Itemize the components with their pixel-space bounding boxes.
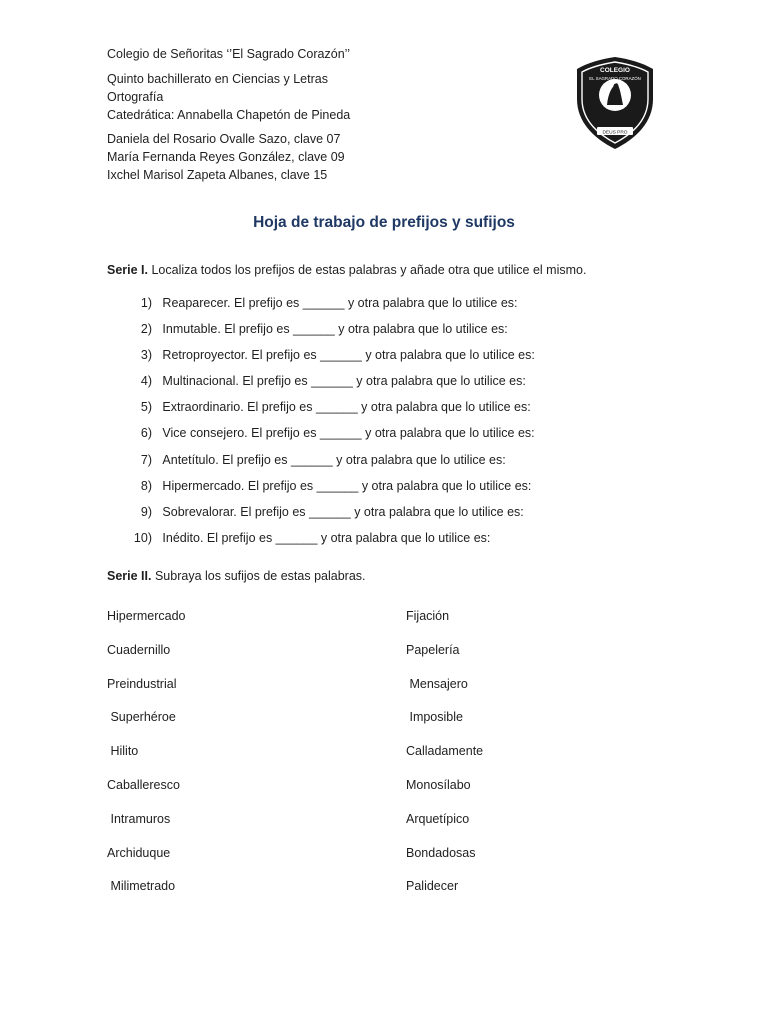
teacher-name: Catedrática: Annabella Chapetón de Pineda xyxy=(107,108,351,122)
word-item: Papelería xyxy=(406,642,460,657)
word-item: Hilito xyxy=(107,744,139,759)
serie2-instruction-text: Subraya los sufijos de estas palabras. xyxy=(151,569,366,583)
header-course-block xyxy=(107,70,350,124)
student-name: Daniela del Rosario Ovalle Sazo, clave 07 xyxy=(107,132,341,146)
subject-name: Ortografía xyxy=(107,90,164,104)
word-item: Arquetípico xyxy=(406,811,470,826)
list-item: 1) Reaparecer. El prefijo es ______ y otra palabra que lo utilice es: xyxy=(140,296,518,310)
list-item: 4) Multinacional. El prefijo es ______ y otra palabra que lo utilice es: xyxy=(140,374,526,389)
list-item: 10) Inédito. El prefijo es ______ y otra palabra que lo utilice es: xyxy=(133,530,491,545)
school-crest-logo xyxy=(573,55,657,151)
serie1-list xyxy=(107,294,535,555)
word-item: Fijación xyxy=(406,609,450,623)
serie2-instruction xyxy=(107,569,366,583)
course-name: Quinto bachillerato en Ciencias y Letras xyxy=(107,72,328,86)
student-name: Ixchel Marisol Zapeta Albanes, clave 15 xyxy=(107,168,328,182)
svg-text:EL SAGRADO CORAZÓN: EL SAGRADO CORAZÓN xyxy=(589,76,641,81)
word-item: Hipermercado xyxy=(107,609,186,623)
word-item: Palidecer xyxy=(406,879,459,894)
list-item: 9) Sobrevalorar. El prefijo es ______ y otra palabra que lo utilice es: xyxy=(140,504,524,519)
school-name: Colegio de Señoritas ‘’El Sagrado Corazón’’ xyxy=(107,47,350,61)
list-item: 8) Hipermercado. El prefijo es ______ y otra palabra que lo utilice es: xyxy=(140,478,532,493)
word-item: Milimetrado xyxy=(107,879,176,894)
list-item: 5) Extraordinario. El prefijo es ______ y otra palabra que lo utilice es: xyxy=(140,400,531,415)
word-item: Intramuros xyxy=(107,811,171,826)
serie2-right-column xyxy=(406,607,483,911)
header-students-block xyxy=(107,130,345,184)
list-item: 2) Inmutable. El prefijo es ______ y otra palabra que lo utilice es: xyxy=(140,322,508,337)
serie2-left-column xyxy=(107,607,186,911)
svg-text:COLEGIO: COLEGIO xyxy=(600,67,630,74)
header-school-block xyxy=(107,45,350,63)
worksheet-title: Hoja de trabajo de prefijos y sufijos xyxy=(253,214,515,231)
word-item: Mensajero xyxy=(406,676,468,691)
svg-text:DEUS PRO: DEUS PRO xyxy=(602,130,628,136)
word-item: Cuadernillo xyxy=(107,642,171,657)
word-item: Calladamente xyxy=(406,744,484,759)
word-item: Monosílabo xyxy=(406,777,471,792)
serie1-label: Serie I. xyxy=(107,263,148,277)
word-item: Caballeresco xyxy=(107,777,180,792)
list-item: 3) Retroproyector. El prefijo es ______ y otra palabra que lo utilice es: xyxy=(140,348,535,363)
word-item: Imposible xyxy=(406,710,463,725)
word-item: Archiduque xyxy=(107,845,171,860)
word-item: Bondadosas xyxy=(406,845,476,860)
serie2-label: Serie II. xyxy=(107,569,152,583)
list-item: 7) Antetítulo. El prefijo es ______ y otra palabra que lo utilice es: xyxy=(140,452,506,467)
serie1-instruction-text: Localiza todos los prefijos de estas palabras y añade otra que utilice el mismo. xyxy=(148,263,587,277)
word-item: Superhéroe xyxy=(107,710,176,725)
word-item: Preindustrial xyxy=(107,676,177,691)
student-name: María Fernanda Reyes González, clave 09 xyxy=(107,150,345,164)
serie1-instruction xyxy=(107,263,586,277)
list-item: 6) Vice consejero. El prefijo es ______ y otra palabra que lo utilice es: xyxy=(140,426,535,441)
